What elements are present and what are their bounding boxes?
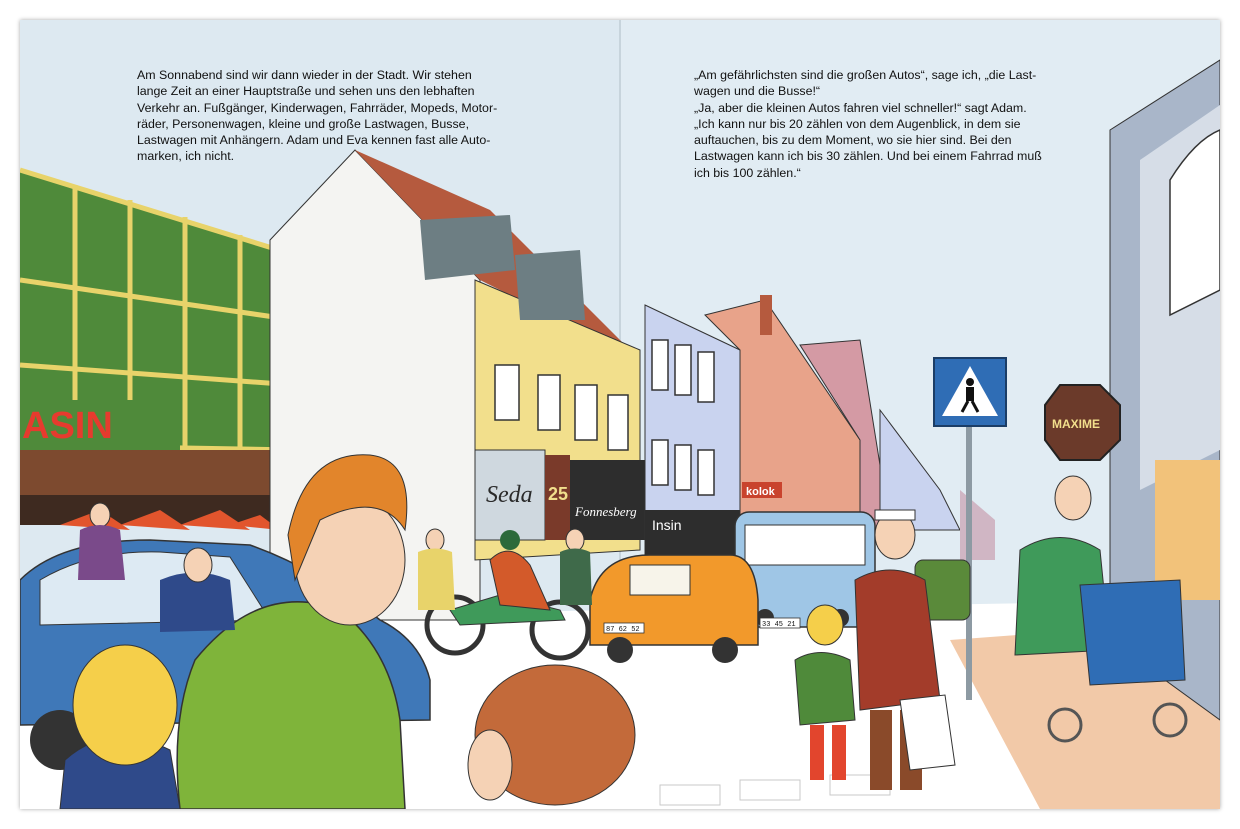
book-spread [20, 20, 1220, 809]
shop-sign-insin: Insin [652, 517, 682, 533]
van-license-plate: 33 45 21 [762, 621, 796, 629]
shop-sign-maxime: MAXIME [1052, 417, 1100, 431]
shop-sign-seda: Seda [486, 482, 533, 508]
shop-sign-25: 25 [548, 484, 569, 504]
shop-sign-kolok: kolok [746, 486, 775, 498]
right-page-paragraph: „Am gefährlichsten sind die großen Autos“, sage ich, „die Last- wagen und die Busse!“ „Ja, aber die kleinen Autos fahren viel schneller!“ sagt Adam. „Ich kann nur bis 20 zählen von dem Augenblick, in dem sie auftauchen, bis zu dem Moment, wo sie hier sind. Bei den Lastwagen kann ich bis 30 zählen. Und bei einem Fahrrad muß ich bis 100 zählen.“ [694, 68, 1042, 180]
left-page-paragraph: Am Sonnabend sind wir dann wieder in der Stadt. Wir stehen lange Zeit an einer Hauptstraße und sehen uns den lebhaften Verkehr an. Fußgänger, Kinderwagen, Fahrräder, Mopeds, Motor- räder, Personenwagen, kleine und große Lastwagen, Busse, Lastwagen mit Anhängern. Adam und Eva kennen fast alle Auto- marken, ich nicht. [137, 68, 498, 164]
shop-sign-fonnesberg: Fonnesberg [575, 504, 637, 519]
moped-license-plate: 87 62 52 [606, 626, 640, 634]
store-sign-asin: ASIN [22, 405, 113, 447]
